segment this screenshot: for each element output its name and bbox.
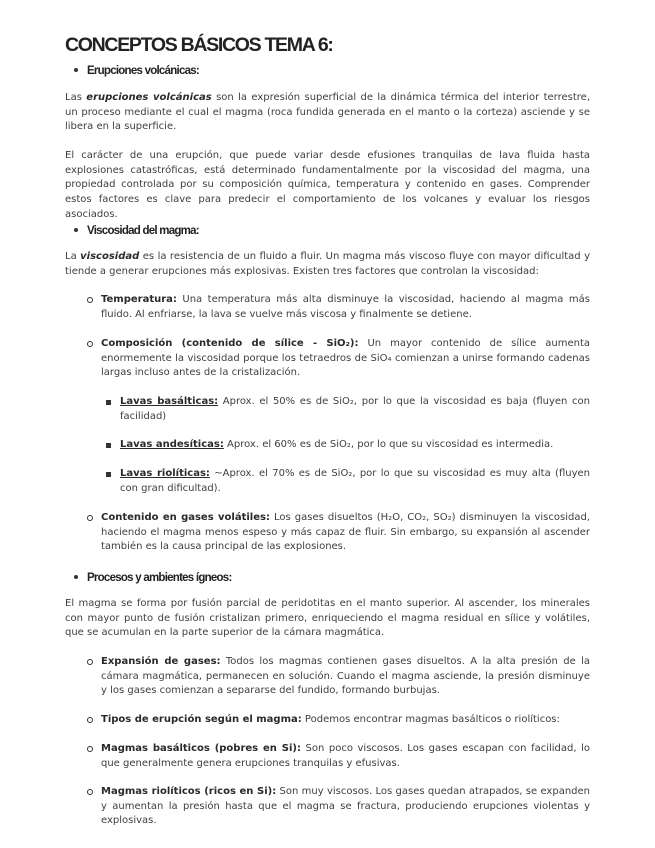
circle-bullet-icon — [87, 717, 93, 723]
emphasis-term: viscosidad — [80, 251, 140, 262]
list-item-magmas-rioliticos: Magmas riolíticos (ricos en Si): Son muy viscosos. Los gases quedan atrapados, se expanden y aumentan la presión hasta que el magma se fractura, produciendo erupciones violentas y explosivas. — [101, 785, 590, 829]
list-item-lavas-basalticas: Lavas basálticas: Aprox. el 50% es de SiO₂, por lo que la viscosidad es baja (fluyen con facilidad) — [120, 395, 590, 424]
circle-bullet-icon — [87, 515, 93, 521]
emphasis-term: erupciones volcánicas — [86, 92, 212, 103]
section-heading-label: Procesos y ambientes ígneos: — [87, 572, 232, 584]
list-item-expansion-gases: Expansión de gases: Todos los magmas contienen gases disueltos. A la alta presión de la cámara magmática, permanecen en solución. Cuando el magma asciende, la presión disminuye y los gases comienzan a separarse del fundido, formando burbujas. — [101, 655, 590, 699]
bullet-dot-icon — [74, 68, 78, 72]
circle-bullet-icon — [87, 297, 93, 303]
paragraph-erupciones-intro: Las erupciones volcánicas son la expresión superficial de la dinámica térmica del interior terrestre, un proceso mediante el cual el magma (roca fundida generada en el manto o la corteza) asciende y se libera en la superficie. — [65, 92, 591, 133]
section-heading-label: Erupciones volcánicas: — [87, 65, 199, 77]
page-title: CONCEPTOS BÁSICOS TEMA 6: — [65, 34, 333, 56]
circle-bullet-icon — [87, 746, 93, 752]
list-item-gases-volatiles: Contenido en gases volátiles: Los gases disueltos (H₂O, CO₂, SO₂) disminuyen la viscosidad, haciendo el magma menos espeso y más capaz de fluir. Sin embargo, su expansión al ascender también es la causa principal de las explosiones. — [101, 511, 590, 555]
bullet-dot-icon — [74, 228, 78, 232]
square-bullet-icon — [106, 400, 111, 405]
section-heading-label: Viscosidad del magma: — [87, 225, 199, 237]
circle-bullet-icon — [87, 659, 93, 665]
list-item-lavas-andesiticas: Lavas andesíticas: Aprox. el 60% es de SiO₂, por lo que su viscosidad es intermedia. — [120, 438, 590, 453]
paragraph-erupciones-caracter: El carácter de una erupción, que puede variar desde efusiones tranquilas de lava fluida hasta explosiones catastróficas, está determinado fundamentalmente por la viscosidad del magma, una propiedad controlada por su composición química, temperatura y contenido en gases. Comprender estos factores es clave para predecir el comportamiento de los volcanes y evaluar los riesgos asociados. — [65, 150, 590, 220]
section-heading-procesos — [65, 572, 232, 584]
square-bullet-icon — [106, 472, 111, 477]
paragraph-viscosidad-intro: La viscosidad es la resistencia de un fluido a fluir. Un magma más viscoso fluye con mayor dificultad y tiende a generar erupciones más explosivas. Existen tres factores que controlan la viscosidad: — [65, 251, 590, 277]
square-bullet-icon — [106, 443, 111, 448]
bullet-dot-icon — [74, 575, 78, 579]
paragraph-procesos-intro: El magma se forma por fusión parcial de peridotitas en el manto superior. Al ascender, los minerales con mayor punto de fusión cristalizan primero, enriqueciendo el magma residual en sílice y volátiles, que se acumulan en la parte superior de la cámara magmática. — [65, 598, 590, 639]
section-heading-viscosidad — [65, 225, 199, 237]
section-heading-erupciones — [65, 65, 199, 77]
list-item-temperatura: Temperatura: Una temperatura más alta disminuye la viscosidad, haciendo al magma más fluido. Al enfriarse, la lava se vuelve más viscosa y finalmente se detiene. — [101, 293, 590, 322]
list-item-magmas-basalticos: Magmas basálticos (pobres en Si): Son poco viscosos. Los gases escapan con facilidad, lo que generalmente genera erupciones tranquilas y efusivas. — [101, 742, 590, 771]
list-item-composicion: Composición (contenido de sílice - SiO₂): Un mayor contenido de sílice aumenta enormemente la viscosidad porque los tetraedros de SiO₄ comienzan a unirse formando cadenas largas incluso antes de la cristalización. — [101, 337, 590, 381]
list-item-tipos-erupcion: Tipos de erupción según el magma: Podemos encontrar magmas basálticos o riolíticos: — [101, 713, 590, 728]
circle-bullet-icon — [87, 341, 93, 347]
list-item-lavas-rioliticas: Lavas riolíticas: ~Aprox. el 70% es de SiO₂, por lo que su viscosidad es muy alta (fluyen con gran dificultad). — [120, 467, 590, 496]
circle-bullet-icon — [87, 789, 93, 795]
